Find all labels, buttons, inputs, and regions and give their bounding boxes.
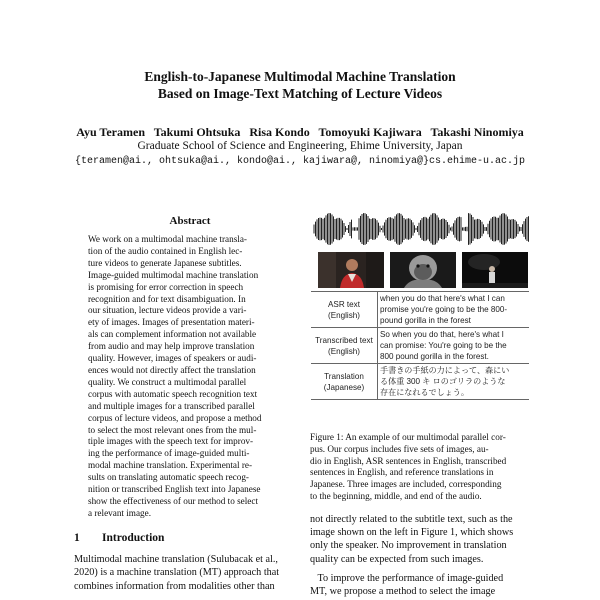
paper-title-line-1: English-to-Japanese Multimodal Machine Translation: [144, 69, 456, 84]
body-line: image shown on the left in Figure 1, which shows: [310, 527, 514, 539]
abstract-line: our situation, lecture videos provide a vari-: [88, 305, 247, 316]
figure-table: [311, 291, 529, 400]
abstract-line: tiple images with the speech text for improv-: [88, 436, 254, 447]
abstract-line: nition or transcribed English text into Japanese: [88, 484, 261, 495]
paper-title-line-2: Based on Image-Text Matching of Lecture Videos: [157, 86, 443, 101]
section-heading: [74, 532, 164, 544]
speaker-image: [318, 252, 384, 288]
section-number: 1: [74, 532, 80, 544]
row-label: Transcribed text (English): [311, 328, 378, 364]
figure-image-row: [318, 252, 528, 288]
abstract-line: corpus of lecture videos, and propose a method: [88, 412, 262, 423]
caption-line: dio in English, ASR sentences in English, transcribed: [310, 455, 507, 466]
row-text: 手書きの手紙の力によって、森にい る体重 300 キ ロのゴリラのような 存在になれるでしょう。: [378, 364, 530, 400]
abstract-line: ture videos to generate Japanese subtitles.: [88, 257, 242, 268]
emails: {teramen@ai., ohtsuka@ai., kondo@ai., kajiwara@, ninomiya@}cs.ehime-u.ac.jp: [74, 156, 526, 167]
caption-line: Figure 1: An example of our multimodal parallel cor-: [310, 432, 506, 442]
abstract-line: ing the performance of image-guided multi-: [88, 448, 250, 459]
body-line: quality can be expected from such images.: [310, 553, 484, 565]
abstract-line: sults on translating automatic speech recog-: [88, 472, 249, 483]
authors: Ayu Teramen Takumi Ohtsuka Risa Kondo Tomoyuki Kajiwara Takashi Ninomiya: [76, 125, 524, 139]
body-line: To improve the performance of image-guided: [310, 572, 504, 584]
body-line: not directly related to the subtitle text, such as the: [310, 514, 513, 525]
abstract-line: tion of the audio contained in English lec-: [88, 245, 243, 256]
caption-line: to the beginning, middle, and end of the audio.: [310, 490, 482, 501]
gorilla-image: [390, 252, 456, 288]
caption-line: pus. Our corpus includes five sets of images, au-: [310, 443, 489, 454]
abstract-line: recognition and for text disambiguation. In: [88, 293, 246, 304]
body-line: only the speaker. No improvement in translation: [310, 540, 507, 552]
row-label: Translation (Japanese): [311, 364, 378, 400]
abstract-line: ety of images. Images of presentation materi-: [88, 317, 255, 328]
row-text: So when you do that, here's what I can promise: You're going to be the 800 pound gorilla in the forest.: [378, 328, 530, 364]
stage-image: [462, 252, 528, 288]
abstract-line: from audio and may help improve translation: [88, 341, 255, 352]
abstract-line: to select the most relevant ones from the mul-: [88, 424, 257, 435]
row-text: when you do that here's what I can promise you're going to be the 800- pound gorilla in the forest: [378, 292, 530, 328]
caption-line: Japanese. Three images are included, corresponding: [310, 479, 502, 490]
caption-line: sentences in English, and reference translations in: [310, 467, 494, 478]
audio-waveform: [312, 210, 532, 248]
abstract-body: [88, 234, 296, 520]
abstract-line: Image-guided multimodal machine translation: [88, 269, 259, 280]
abstract-line: als can complement information not available: [88, 329, 257, 340]
abstract-line: modal machine translation. Experimental re-: [88, 460, 253, 471]
column2-body: [310, 513, 532, 598]
intro-line: Multimodal machine translation (Sulubacak et al.,: [74, 554, 278, 565]
abstract-line: corpus with automatic speech recognition text: [88, 388, 258, 399]
table-row: [311, 292, 529, 328]
abstract-heading: Abstract: [169, 215, 211, 227]
table-row: [311, 328, 529, 364]
abstract-line: quality. We construct a multimodal parallel: [88, 376, 247, 387]
body-line: MT, we propose a method to select the image: [310, 586, 496, 598]
abstract-line: is promising for error correction in speech: [88, 281, 244, 292]
intro-body: [74, 553, 296, 593]
figure-caption: [310, 432, 532, 503]
intro-line: 2020) is a machine translation (MT) approach that: [74, 567, 280, 579]
affiliation: Graduate School of Science and Engineering, Ehime University, Japan: [137, 140, 463, 152]
abstract-line: show the effectiveness of our method to select: [88, 495, 259, 506]
abstract-line: a relevant image.: [88, 507, 152, 518]
abstract-line: quality. However, images of speakers or audi-: [88, 353, 257, 364]
intro-line: combines information from modalities other than: [74, 580, 275, 592]
abstract-line: ences would not directly affect the translation: [88, 364, 256, 375]
abstract-line: and multiple images for a transcribed parallel: [88, 400, 255, 411]
row-label: ASR text (English): [311, 292, 378, 328]
abstract-line: We work on a multimodal machine transla-: [88, 234, 247, 244]
section-title: Introduction: [102, 532, 165, 544]
table-row: [311, 364, 529, 400]
